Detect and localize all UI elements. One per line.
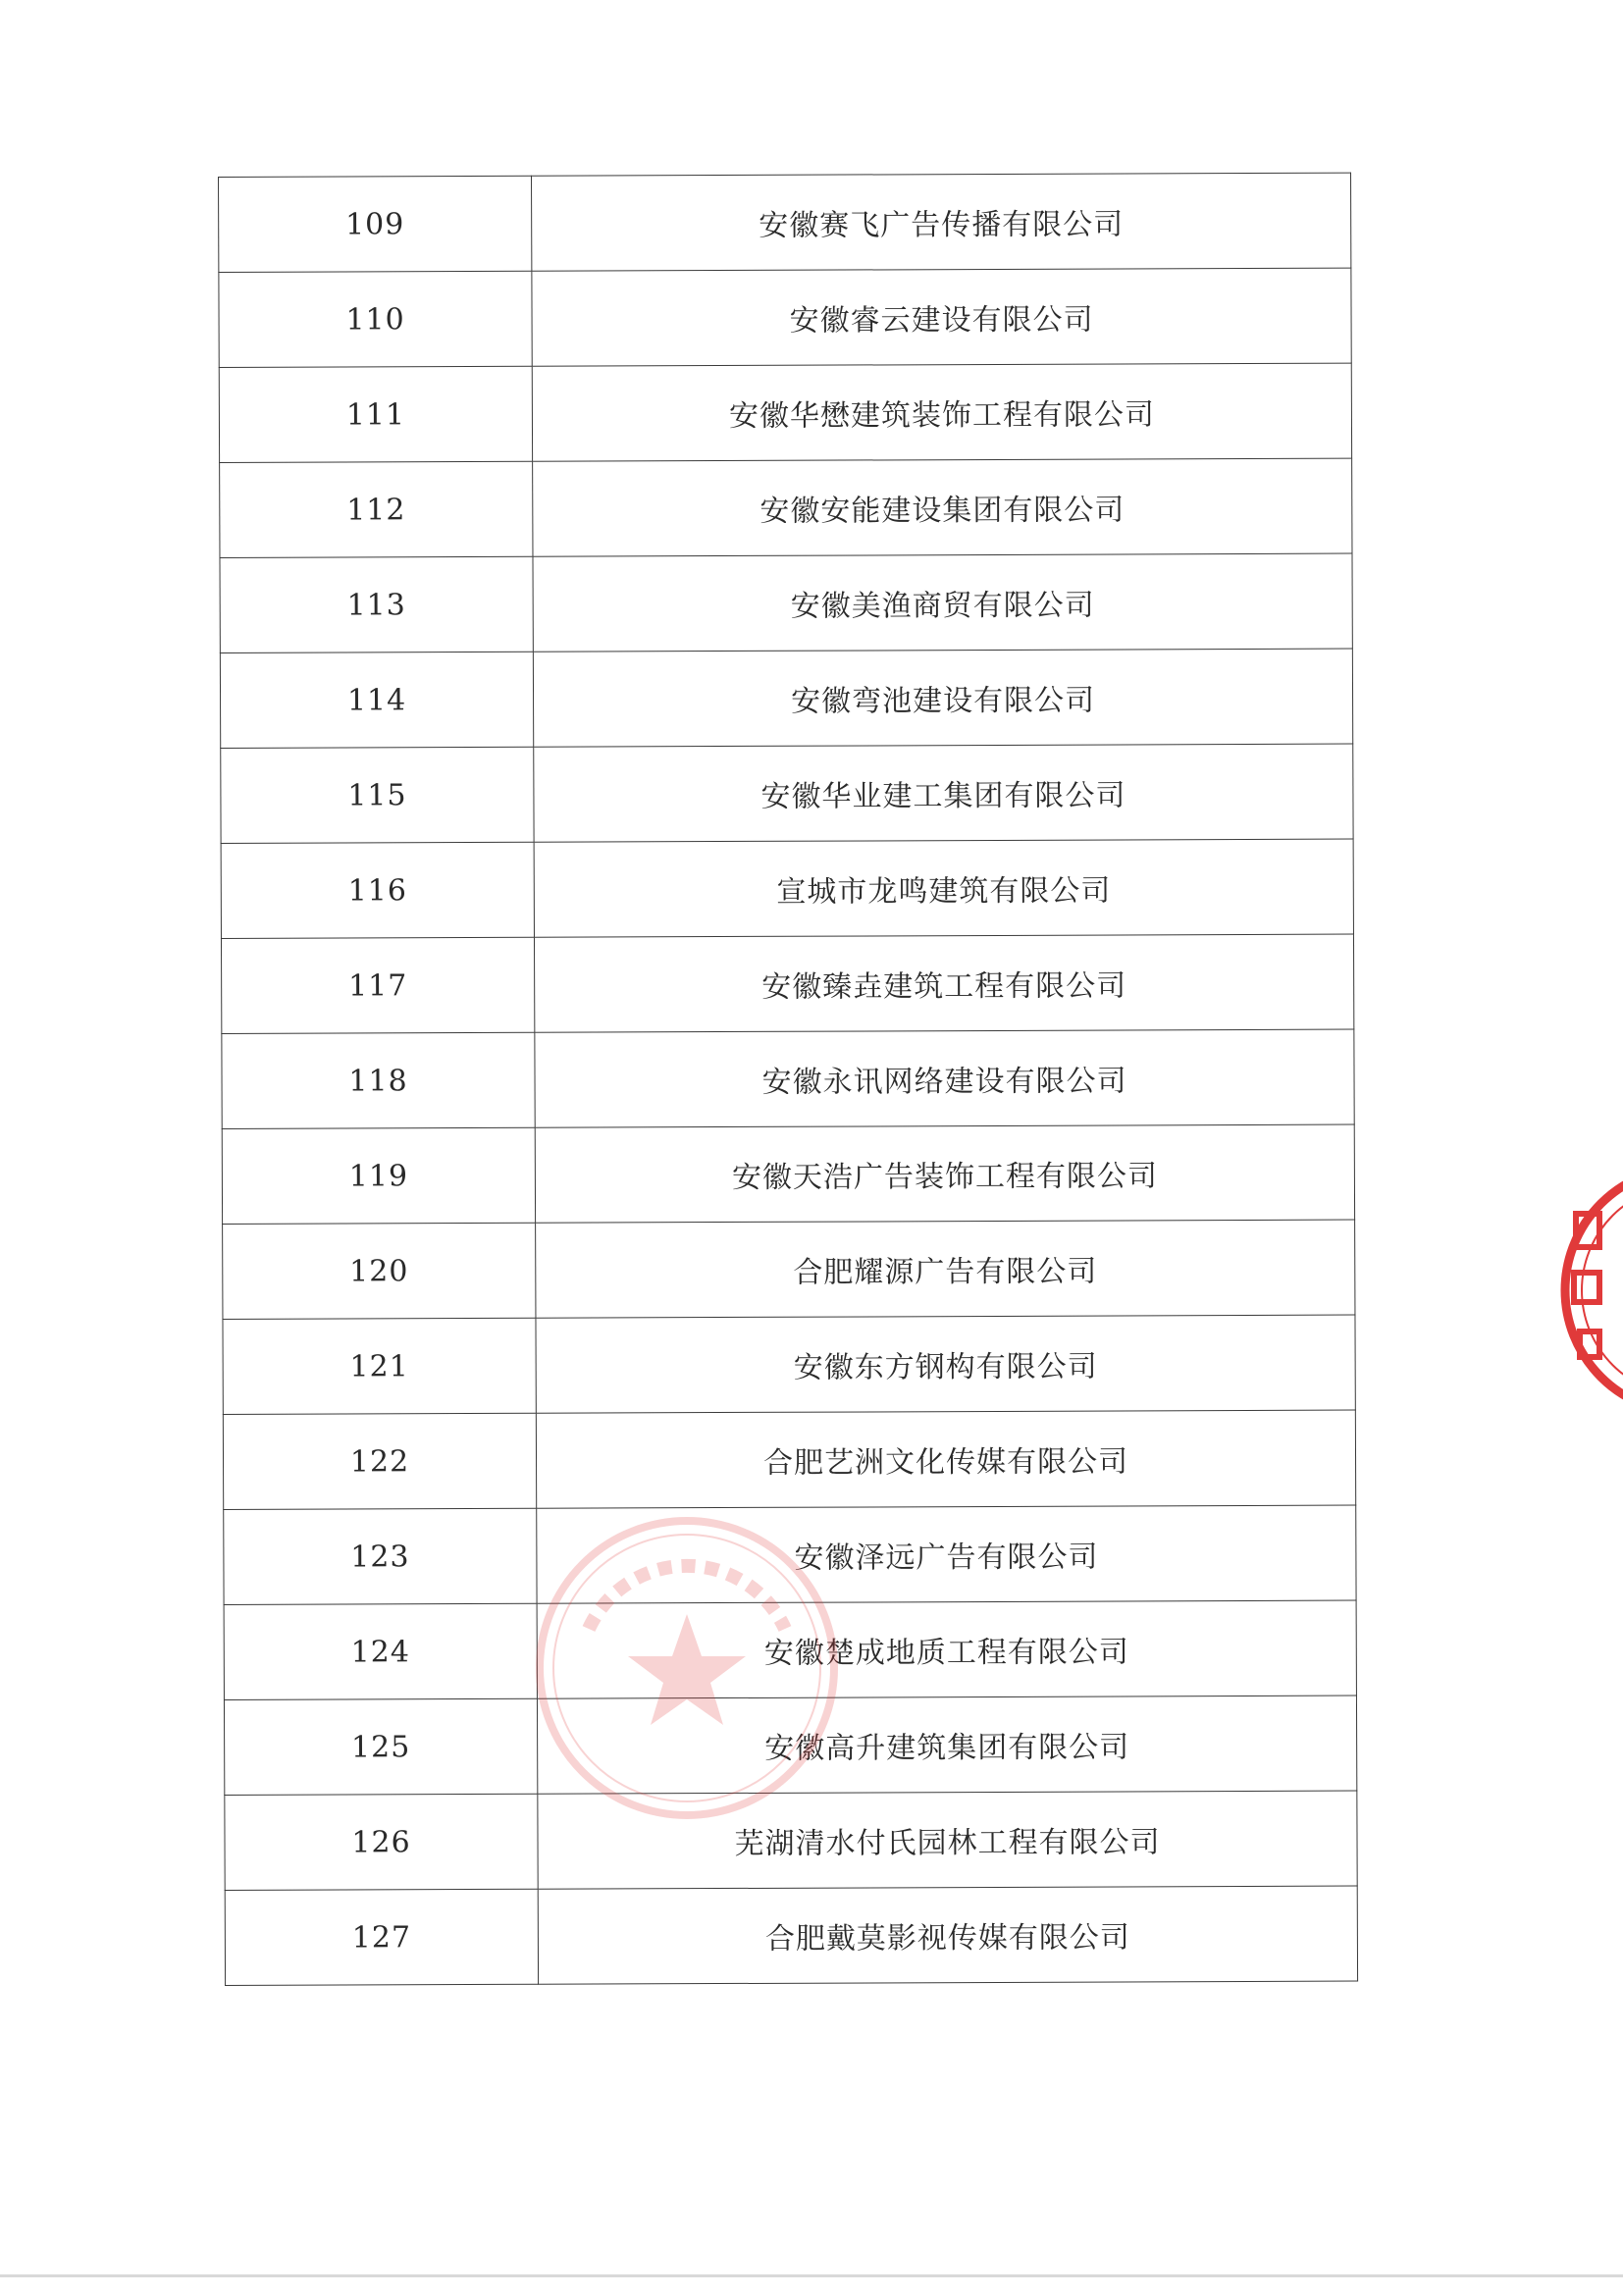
row-number: 126 bbox=[225, 1794, 538, 1890]
company-name: 宣城市龙鸣建筑有限公司 bbox=[534, 839, 1353, 937]
table-row bbox=[219, 363, 1351, 462]
company-name: 合肥耀源广告有限公司 bbox=[536, 1220, 1355, 1318]
table-row bbox=[221, 744, 1353, 843]
company-name: 安徽东方钢构有限公司 bbox=[536, 1315, 1355, 1413]
table-row bbox=[224, 1600, 1356, 1699]
company-name: 安徽睿云建设有限公司 bbox=[532, 268, 1351, 366]
scan-bottom-edge bbox=[0, 2274, 1623, 2277]
edge-seal-icon bbox=[1541, 1163, 1623, 1418]
table-row bbox=[220, 553, 1352, 652]
company-name: 安徽美渔商贸有限公司 bbox=[533, 553, 1352, 652]
table-row bbox=[224, 1696, 1356, 1795]
table-row bbox=[225, 1791, 1357, 1890]
row-number: 115 bbox=[221, 747, 534, 843]
row-number: 111 bbox=[219, 366, 532, 462]
company-name: 安徽天浩广告装饰工程有限公司 bbox=[535, 1124, 1354, 1223]
table-row bbox=[225, 1886, 1357, 1985]
table-row bbox=[220, 649, 1352, 748]
company-name: 安徽臻垚建筑工程有限公司 bbox=[534, 934, 1353, 1032]
row-number: 122 bbox=[223, 1413, 536, 1509]
row-number: 123 bbox=[224, 1508, 537, 1604]
row-number: 116 bbox=[221, 842, 534, 938]
row-number: 113 bbox=[220, 556, 533, 652]
row-number: 125 bbox=[224, 1698, 537, 1795]
table-row bbox=[223, 1410, 1355, 1509]
company-name: 安徽高升建筑集团有限公司 bbox=[537, 1696, 1356, 1794]
company-name: 安徽华懋建筑装饰工程有限公司 bbox=[532, 363, 1351, 461]
row-number: 120 bbox=[223, 1223, 536, 1319]
table-row bbox=[222, 1029, 1354, 1128]
company-name: 安徽楚成地质工程有限公司 bbox=[537, 1600, 1356, 1698]
company-name: 安徽赛飞广告传播有限公司 bbox=[531, 173, 1350, 271]
company-name: 合肥戴莫影视传媒有限公司 bbox=[538, 1886, 1357, 1984]
table-row bbox=[223, 1220, 1355, 1319]
row-number: 117 bbox=[221, 937, 534, 1033]
row-number: 110 bbox=[219, 271, 532, 367]
table-row bbox=[219, 173, 1351, 272]
company-name: 安徽泽远广告有限公司 bbox=[537, 1505, 1356, 1603]
table-row bbox=[221, 839, 1353, 938]
row-number: 112 bbox=[220, 461, 533, 557]
row-number: 109 bbox=[219, 176, 532, 272]
table-row bbox=[221, 934, 1353, 1033]
row-number: 124 bbox=[224, 1603, 537, 1699]
row-number: 127 bbox=[225, 1889, 538, 1985]
row-number: 119 bbox=[222, 1127, 535, 1224]
company-name: 合肥艺洲文化传媒有限公司 bbox=[536, 1410, 1355, 1508]
company-name: 安徽弯池建设有限公司 bbox=[533, 649, 1352, 747]
company-name: 安徽永讯网络建设有限公司 bbox=[535, 1029, 1354, 1127]
table-body bbox=[219, 173, 1358, 1985]
company-name: 芜湖清水付氏园林工程有限公司 bbox=[538, 1791, 1357, 1889]
row-number: 121 bbox=[223, 1318, 536, 1414]
table-row bbox=[224, 1505, 1356, 1604]
row-number: 118 bbox=[222, 1032, 535, 1128]
table-row bbox=[219, 268, 1351, 367]
company-list-table bbox=[218, 173, 1358, 1986]
table-row bbox=[223, 1315, 1355, 1414]
company-name: 安徽华业建工集团有限公司 bbox=[534, 744, 1353, 842]
company-name: 安徽安能建设集团有限公司 bbox=[533, 458, 1352, 556]
table-row bbox=[220, 458, 1352, 557]
row-number: 114 bbox=[220, 652, 533, 748]
table-row bbox=[222, 1124, 1354, 1224]
